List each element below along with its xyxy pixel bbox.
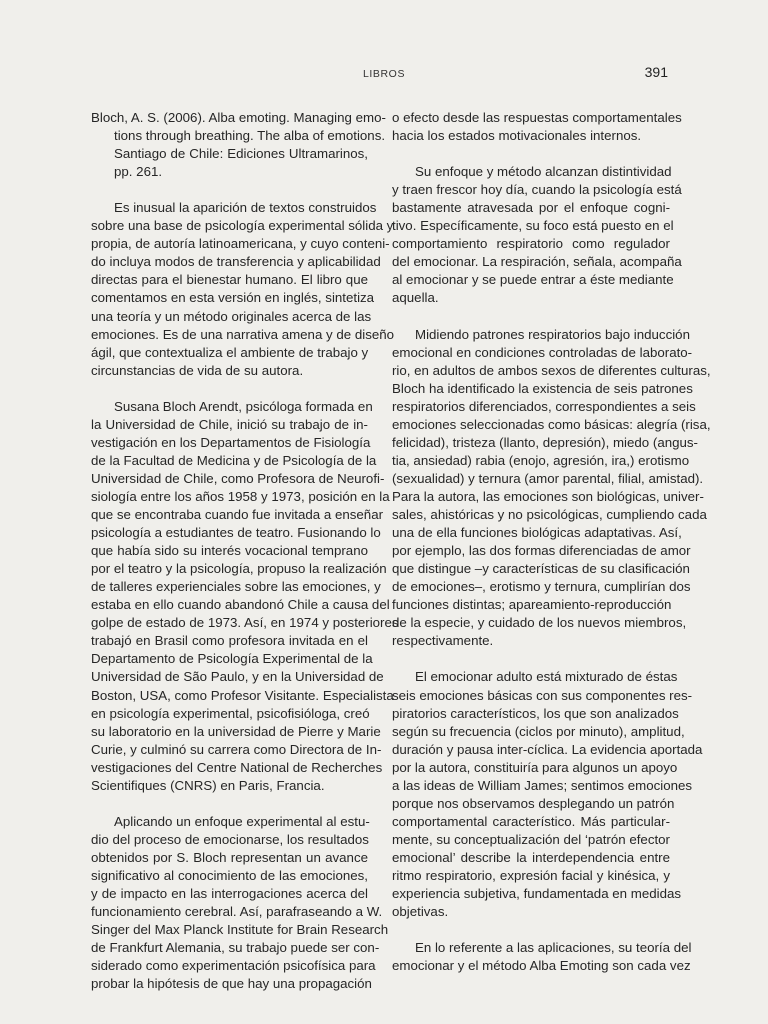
text-line: y traen frescor hoy día, cuando la psicología está [392,182,682,198]
text-line: duración y pausa inter-cíclica. La evidencia aportada [392,741,703,757]
text-line: Universidad de Chile, como Profesora de Neurofi- [91,470,385,486]
text-line: trabajó en Brasil como profesora invitada en el [91,633,368,649]
text-line: que se encontraba cuando fue invitada a enseñar [91,507,384,523]
text-line: Boston, USA, como Profesor Visitante. Especialista [91,687,394,703]
text-line: tions through breathing. The alba of emotions. [114,128,386,144]
paragraph-gap [392,650,670,668]
text-line: mente, su conceptualización del ‘patrón efector [392,831,670,847]
text-line: Bloch, A. S. (2006). Alba emoting. Managing emo- [91,110,386,125]
paragraph [392,939,692,975]
text-line: Universidad de São Paulo, y en la Universidad de [91,669,384,685]
text-line: golpe de estado de 1973. Así, en 1974 y posteriores [91,615,399,631]
text-line: dio del proceso de emocionarse, los resultados [91,831,369,847]
section-title: LIBROS [362,68,406,80]
text-line: Curie, y culminó su carrera como Directora de In- [91,741,382,757]
text-line: una de ella funciones biológicas adaptativas. Así, [392,525,682,541]
text-line: sobre una base de psicología experimental sólida y [91,218,394,234]
text-line: Bloch ha identificado la existencia de seis patrones [392,380,693,396]
text-line: Midiendo patrones respiratorios bajo inducción [415,326,690,342]
text-line: o efecto desde las respuestas comportamentales [392,110,682,125]
text-line: que distingue –y características de su clasificación [392,561,690,577]
text-line: emocional en condiciones controladas de laborato- [392,344,693,360]
text-line: porque nos observamos desplegando un patrón [392,795,675,811]
paragraph [392,668,703,921]
text-line: según su frecuencia (ciclos por minuto), amplitud, [392,723,685,739]
text-line: emocionar y el método Alba Emoting son cada vez [392,958,691,974]
text-line: ritmo respiratorio, expresión facial y kinésica, y [392,867,670,883]
text-line: Departamento de Psicología Experimental de la [91,651,373,667]
text-line: de la especie, y cuidado de los nuevos miembros, [392,615,687,631]
text-line: por ejemplo, las dos formas diferenciadas de amor [392,543,691,559]
text-line: El emocionar adulto está mixturado de éstas [415,669,678,685]
text-line: obtenidos por S. Bloch representan un avance [91,849,368,865]
text-line: (sexualidad) y ternura (amor parental, filial, amistad). [392,470,704,486]
page-number: 391 [644,64,668,80]
text-line: en psicología experimental, psicofisióloga, creó [91,705,370,721]
text-line: al emocionar y se puede entrar a éste mediante [392,272,674,288]
paragraph [392,163,682,307]
text-line: comportamental característico. Más particular- [392,813,670,829]
text-line: emociones seleccionadas como básicas: alegría (risa, [392,416,711,432]
text-line: directas para el bienestar humano. El libro que [91,272,368,288]
text-line: funcionamiento cerebral. Así, parafraseando a W. [91,904,383,920]
text-line: vestigación en los Departamentos de Fisiología [91,434,371,450]
text-line: seis emociones básicas con sus componentes res- [392,687,693,703]
right-column [392,109,711,975]
text-line: a las ideas de William James; sentimos emociones [392,777,693,793]
paragraph [392,109,682,145]
text-line: una teoría y un método originales acerca de las [91,308,372,324]
text-line: de emociones–, erotismo y ternura, cumplirían dos [392,579,691,595]
paragraph [392,326,711,651]
paragraph [91,199,395,379]
text-line: experiencia subjetiva, fundamentada en medidas [392,886,682,902]
text-line: Santiago de Chile: Ediciones Ultramarinos, [114,146,368,162]
text-line: vestigaciones del Centre National de Recherches [91,759,383,775]
text-line: que había sido su interés vocacional temprano [91,543,368,559]
text-line: respectivamente. [392,633,494,649]
text-line: por la autora, constituiría para algunos un apoyo [392,759,678,775]
text-line: rio, en adultos de ambos sexos de diferentes culturas, [392,362,711,378]
text-line: En lo referente a las aplicaciones, su teoría del [415,940,692,956]
text-line: felicidad), tristeza (llanto, depresión), miedo (angus- [392,434,698,450]
text-line: funciones distintas; apareamiento-reproducción [392,597,672,613]
text-line: emocional’ describe la interdependencia entre [392,849,670,865]
text-line: probar la hipótesis de que hay una propagación [91,976,372,992]
text-line: Singer del Max Planck Institute for Brain Research [91,922,389,938]
text-line: comportamiento respiratorio como regulador [392,236,670,252]
paragraph-gap [392,308,670,326]
text-line: Para la autora, las emociones son biológicas, univer- [392,488,704,504]
paragraph-gap [91,181,368,199]
text-line: Su enfoque y método alcanzan distintividad [415,164,672,180]
text-line: por el teatro y la psicología, propuso la realización [91,561,387,577]
text-line: su laboratorio en la universidad de Pierre y Marie [91,723,381,739]
text-line: sales, ahistóricas y no psicológicas, cumpliendo cada [392,507,707,523]
text-line: Susana Bloch Arendt, psicóloga formada en [114,398,373,414]
text-line: piratorios característicos, los que son analizados [392,705,679,721]
paragraph [91,398,399,795]
text-line: psicología a estudiantes de teatro. Fusionando lo [91,525,381,541]
paragraph [91,813,389,993]
text-line: hacia los estados motivacionales internos. [392,128,642,144]
text-line: Es inusual la aparición de textos construidos [114,200,377,216]
paragraph-gap [91,795,368,813]
text-line: del emocionar. La respiración, señala, acompaña [392,254,682,270]
text-line: bastamente atravesada por el enfoque cogni- [392,200,670,216]
text-line: de talleres experienciales sobre las emociones, y [91,579,381,595]
paragraph-gap [392,921,670,939]
text-line: tivo. Específicamente, su foco está puesto en el [392,218,674,234]
text-line: ágil, que contextualiza el ambiente de trabajo y [91,344,369,360]
text-line: do incluya modos de transferencia y aplicabilidad [91,254,381,270]
text-line: y de impacto en las interrogaciones acerca del [91,886,368,902]
text-line: circunstancias de vida de su autora. [91,362,304,378]
text-line: propia, de autoría latinoamericana, y cuyo conteni- [91,236,390,252]
text-line: objetivas. [392,904,449,920]
paragraph-gap [91,380,368,398]
text-line: pp. 261. [114,164,163,180]
text-line: tia, ansiedad) rabia (enojo, agresión, ira,) erotismo [392,452,690,468]
text-line: aquella. [392,290,439,306]
text-line: Aplicando un enfoque experimental al estu- [114,813,370,829]
paragraph-gap [392,145,670,163]
text-line: emociones. Es de una narrativa amena y de diseño [91,326,395,342]
text-line: de la Facultad de Medicina y de Psicología de la [91,452,377,468]
text-line: estaba en ello cuando abandonó Chile a causa del [91,597,390,613]
text-line: de Frankfurt Alemania, su trabajo puede ser con- [91,940,380,956]
text-line: respiratorios diferenciados, correspondientes a seis [392,398,696,414]
book-reference [91,109,386,181]
text-line: siderado como experimentación psicofísica para [91,958,376,974]
text-line: comentamos en esta versión en inglés, sintetiza [91,290,375,306]
text-line: la Universidad de Chile, inició su trabajo de in- [91,416,368,432]
left-column [91,109,399,993]
text-line: significativo al conocimiento de las emociones, [91,867,368,883]
text-line: Scientifiques (CNRS) en Paris, Francia. [91,777,325,793]
text-line: siología entre los años 1958 y 1973, posición en la [91,488,390,504]
